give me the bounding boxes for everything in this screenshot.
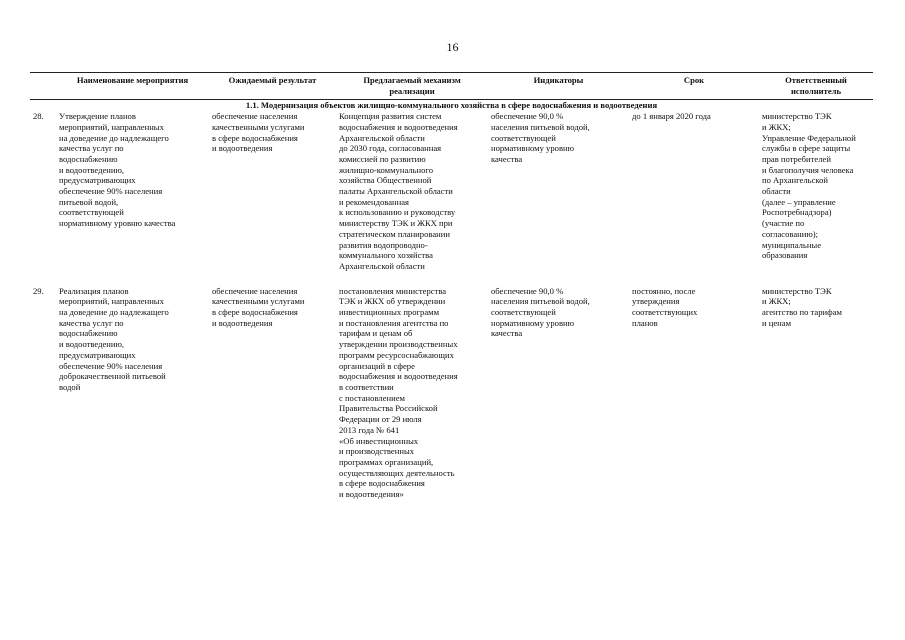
term: до 1 января 2020 года (632, 111, 711, 122)
expected-result: обеспечение населения качественными услугами в сфере водоснабжения и водоотведения (212, 111, 305, 154)
indicators: обеспечение 90,0 % населения питьевой водой, соответствующей нормативному уровню качества (491, 285, 590, 339)
table-header-row (30, 73, 873, 100)
row-number: 29. (33, 285, 44, 296)
table-row (30, 111, 873, 272)
mechanism: постановления министерства ТЭК и ЖКХ об утверждении инвестиционных программ и постановления агентства по тарифам и ценам об утверждении производственных программ ресурсоснабжающих организаций в сфере водоснабжения и водоотведения в соответствии с постановлением Правительства Российской Федерации от 29 июля 2013 года № 641 «Об инвестиционных и производственных программах организаций, осуществляющих деятельность в сфере водоснабжения и водоотведения» (339, 285, 458, 500)
executor: министерство ТЭК и ЖКХ; Управление Федеральной службы в сфере защиты прав потребителей и благополучия человека по Архангельской области (далее – управление Роспотребнадзора) (участие по согласованию); муниципальные образования (762, 111, 856, 261)
header-indicators: Индикаторы (488, 73, 629, 100)
header-expected-result: Ожидаемый результат (209, 73, 336, 100)
term: постоянно, после утверждения соответствующих планов (632, 285, 698, 328)
header-term: Срок (629, 73, 759, 100)
section-title: 1.1. Модернизация объектов жилищно-коммунального хозяйства в сфере водоснабжения и водоотведения (245, 100, 658, 111)
indicators: обеспечение 90,0 % населения питьевой водой, соответствующей нормативному уровню качества (491, 111, 590, 164)
header-measure-name: Наименование мероприятия (56, 73, 209, 100)
executor: министерство ТЭК и ЖКХ; агентство по тарифам и ценам (762, 285, 842, 328)
measures-table (30, 72, 873, 500)
expected-result: обеспечение населения качественными услугами в сфере водоснабжения и водоотведения (212, 285, 305, 328)
header-mechanism: Предлагаемый механизм реализации (336, 73, 488, 100)
row-spacer (30, 272, 873, 286)
measure-name: Реализация планов мероприятий, направленных на доведение до надлежащего качества услуг по водоснабжению и водоотведению, предусматривающих обеспечение 90% населения доброкачественной питьевой водой (59, 285, 169, 392)
mechanism: Концепция развития систем водоснабжения и водоотведения Архангельской области до 2030 года, согласованная комиссией по развитию жилищно-коммунального хозяйства Общественной палаты Архангельской области и рекомендованная к использованию и руководству министерству ТЭК и ЖКХ при стратегическом планировании развития водопроводно- коммунального хозяйства Архангельской области (339, 111, 458, 271)
header-executor: Ответственный исполнитель (759, 73, 873, 100)
page-number: 16 (446, 40, 459, 54)
measure-name: Утверждение планов мероприятий, направленных на доведение до надлежащего качества услуг по водоснабжению и водоотведению, предусматривающих обеспечение 90% населения питьевой водой, соответствующей нормативному уровню качества (59, 111, 176, 229)
table-row (30, 286, 873, 500)
section-row (30, 100, 873, 111)
header-number (30, 73, 56, 100)
row-number: 28. (33, 111, 44, 122)
